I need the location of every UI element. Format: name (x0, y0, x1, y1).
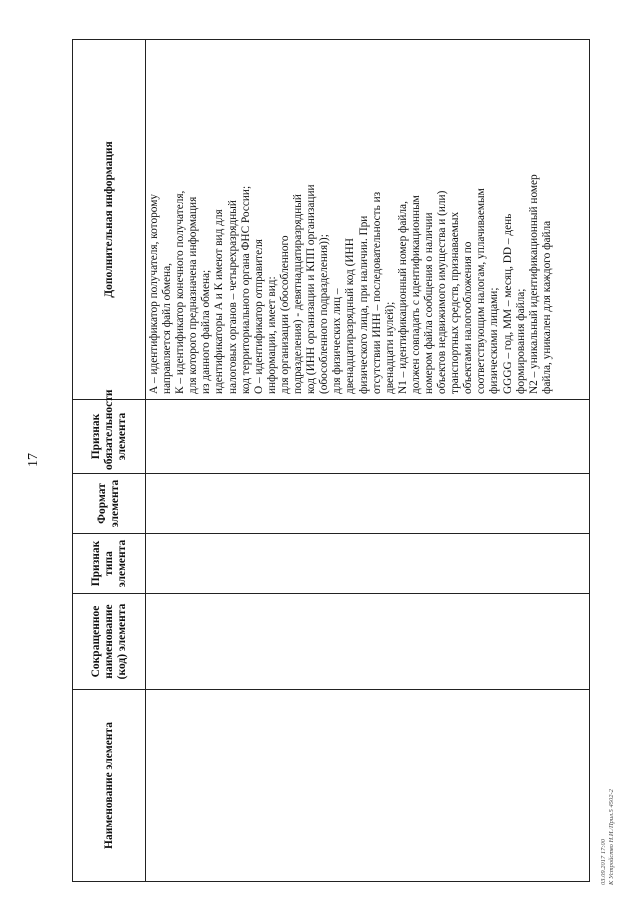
description-line: файла, уникален для каждого файла (540, 220, 553, 394)
header-type-flag: Признак типа элемента (73, 534, 146, 594)
description-line: из данного файла обмена; (200, 269, 213, 394)
description-line: для которого предназначена информация (187, 196, 200, 394)
elements-table (72, 39, 590, 882)
cell-mandatory-flag (146, 400, 590, 474)
rotated-table-wrapper (72, 40, 590, 882)
description-line: подразделения) - девятнадцатиразрядный (292, 194, 305, 394)
description-line: N2 – уникальный идентификационный номер (527, 174, 540, 394)
description-line: А – идентификатор получателя, которому (148, 193, 160, 394)
description-line: номером файла сообщения о наличии (422, 212, 435, 394)
description-line: объектами налогообложения по (462, 241, 475, 394)
table-row (146, 40, 590, 882)
page-number: 17 (26, 453, 41, 467)
description-line: отсутствии ИНН – последовательность из (370, 191, 383, 394)
header-format: Формат элемента (73, 474, 146, 534)
description-line: формирования файла; (514, 288, 527, 394)
description-line: (обособленного подразделения)); (318, 234, 331, 394)
description-line: идентификаторы А и К имеют вид для (213, 209, 226, 394)
description-text (148, 45, 554, 394)
description-line: направляется файл обмена, (161, 263, 174, 394)
header-element-name: Наименование элемента (73, 690, 146, 882)
header-additional-info: Дополнительная информация (73, 40, 146, 400)
description-line: двенадцати нулей); (383, 301, 396, 394)
footer-line-2: К Устройство Н.И./Прил.5 4502-2 (608, 789, 615, 885)
description-line: код (ИНН организации и КПП организации (305, 184, 318, 394)
description-line: N1 – идентификационный номер файла, (396, 201, 409, 394)
description-line: транспортных средств, признаваемых (449, 211, 462, 394)
description-line: К – идентификатор конечного получателя, (174, 190, 187, 394)
description-line: объектов недвижимого имущества и (или) (436, 190, 449, 394)
description-line: соответствующим налогам, уплачиваемым (475, 188, 488, 394)
footer-line-1: 03.09.2017 17:00 (600, 838, 607, 885)
table-header-row (73, 40, 146, 882)
cell-element-name (146, 690, 590, 882)
cell-type-flag (146, 534, 590, 594)
description-line: информации, имеет вид: (265, 276, 278, 394)
cell-short-code (146, 594, 590, 690)
description-line: налоговых органов – четырехразрядный (226, 200, 239, 394)
description-line: должен совпадать с идентификационным (409, 195, 422, 394)
cell-format (146, 474, 590, 534)
document-footer-stamp (600, 725, 630, 885)
header-short-code: Сокращенное наименование (код) элемента (73, 594, 146, 690)
header-mandatory-flag: Признак обязательности элемента (73, 400, 146, 474)
description-line: О – идентификатор отправителя (252, 239, 265, 394)
document-area (72, 40, 590, 882)
description-line: GGGG – год, ММ – месяц, DD – день (501, 213, 514, 394)
cell-additional-info (146, 40, 590, 400)
description-line: двенадцатиразрядный код (ИНН (344, 238, 357, 394)
description-line: для организации (обособленного (278, 235, 291, 394)
description-line: для физических лиц – (331, 288, 344, 394)
description-line: физического лица, при наличии. При (357, 215, 370, 394)
description-line: код территориального органа ФНС России; (239, 185, 252, 394)
description-line: физическими лицами; (488, 287, 501, 394)
